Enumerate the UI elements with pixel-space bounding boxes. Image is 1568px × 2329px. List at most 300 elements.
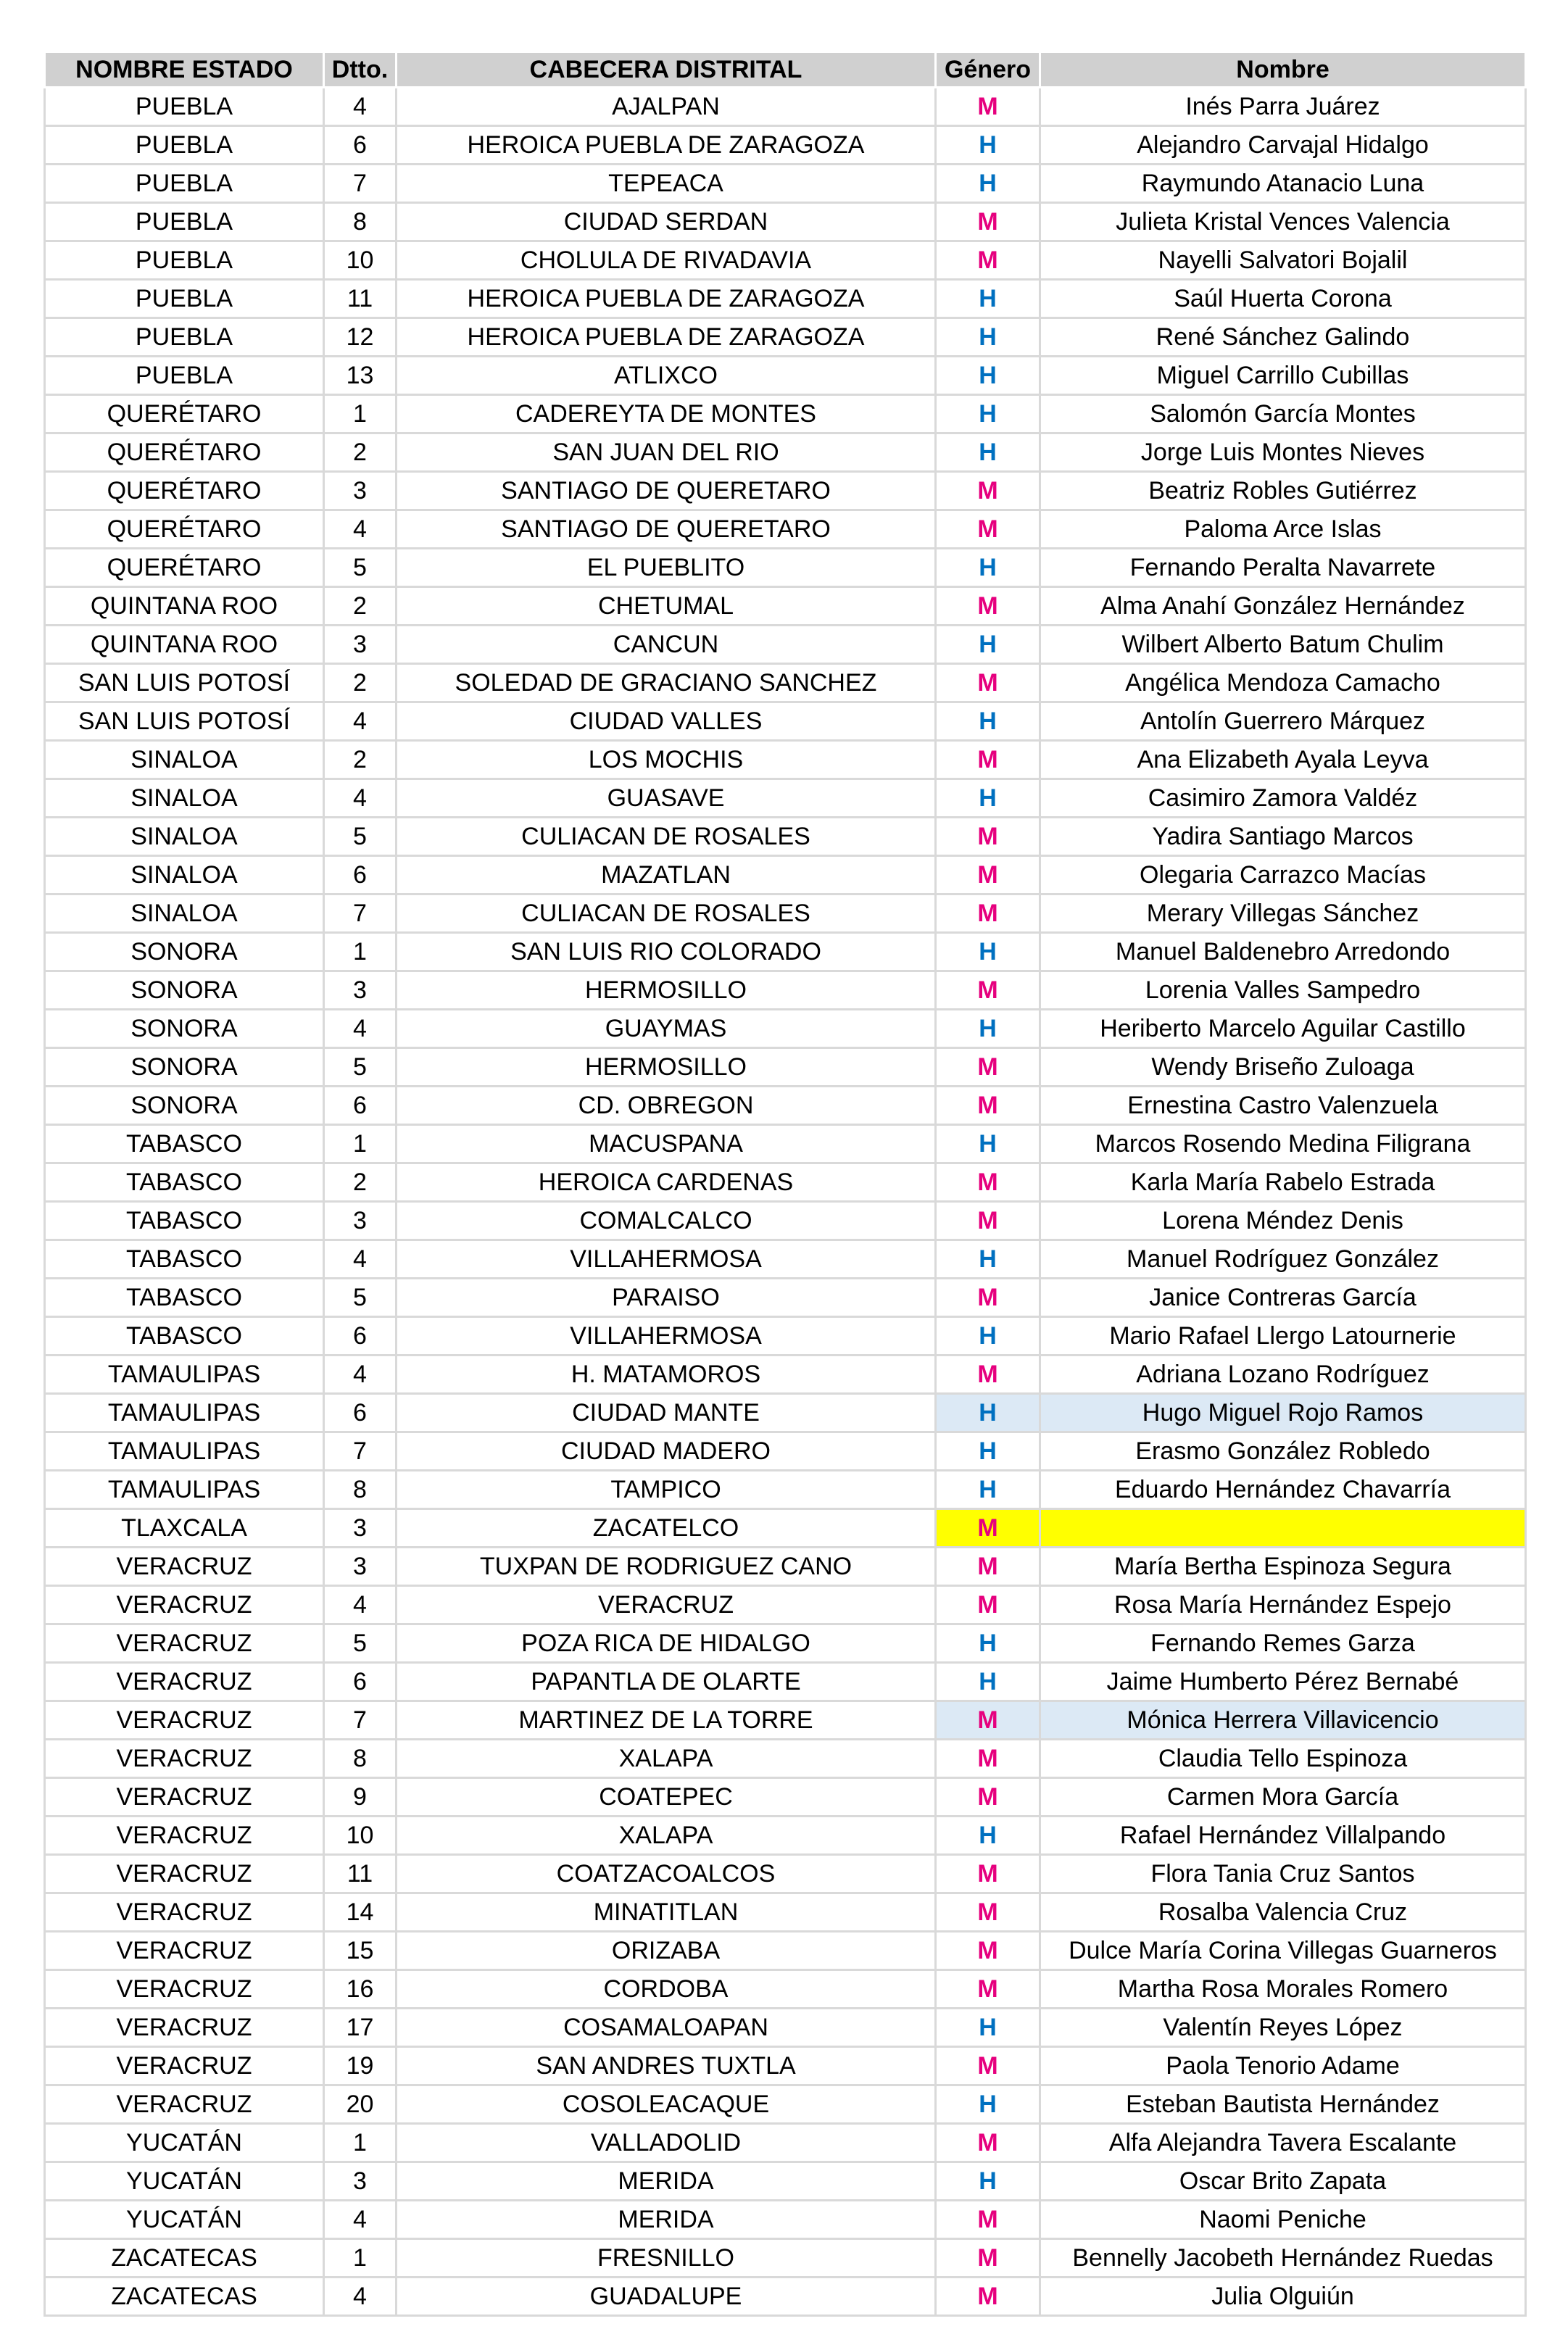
cell-estado[interactable]: SINALOA [45,779,324,818]
cell-nombre[interactable] [1040,1509,1526,1548]
cell-genero[interactable]: M [936,1855,1040,1893]
cell-cabecera[interactable]: PARAISO [397,1279,936,1317]
cell-nombre[interactable]: Paloma Arce Islas [1040,510,1526,549]
cell-nombre[interactable]: Marcos Rosendo Medina Filigrana [1040,1125,1526,1163]
cell-dtto[interactable]: 4 [324,1240,397,1279]
cell-genero[interactable]: M [936,1548,1040,1586]
cell-estado[interactable]: VERACRUZ [45,1855,324,1893]
cell-nombre[interactable]: Inés Parra Juárez [1040,88,1526,126]
cell-estado[interactable]: VERACRUZ [45,2047,324,2085]
cell-estado[interactable]: TABASCO [45,1163,324,1202]
cell-nombre[interactable]: Nayelli Salvatori Bojalil [1040,241,1526,280]
cell-dtto[interactable]: 2 [324,741,397,779]
cell-genero[interactable]: M [936,894,1040,933]
cell-genero[interactable]: H [936,1663,1040,1701]
cell-genero[interactable]: H [936,549,1040,587]
cell-cabecera[interactable]: LOS MOCHIS [397,741,936,779]
cell-estado[interactable]: TAMAULIPAS [45,1432,324,1471]
cell-cabecera[interactable]: HERMOSILLO [397,971,936,1010]
cell-genero[interactable]: M [936,1048,1040,1087]
cell-dtto[interactable]: 1 [324,395,397,433]
cell-dtto[interactable]: 1 [324,2239,397,2278]
cell-dtto[interactable]: 9 [324,1778,397,1817]
cell-estado[interactable]: PUEBLA [45,126,324,165]
cell-estado[interactable]: VERACRUZ [45,1817,324,1855]
cell-estado[interactable]: PUEBLA [45,88,324,126]
cell-dtto[interactable]: 6 [324,1394,397,1432]
cell-nombre[interactable]: Salomón García Montes [1040,395,1526,433]
cell-dtto[interactable]: 8 [324,203,397,241]
cell-dtto[interactable]: 6 [324,1087,397,1125]
cell-genero[interactable]: M [936,88,1040,126]
cell-genero[interactable]: M [936,856,1040,894]
cell-dtto[interactable]: 5 [324,818,397,856]
cell-dtto[interactable]: 4 [324,1586,397,1624]
cell-dtto[interactable]: 3 [324,2162,397,2201]
cell-genero[interactable]: M [936,472,1040,510]
cell-dtto[interactable]: 14 [324,1893,397,1932]
cell-dtto[interactable]: 11 [324,280,397,318]
cell-genero[interactable]: M [936,2201,1040,2239]
cell-nombre[interactable]: Jaime Humberto Pérez Bernabé [1040,1663,1526,1701]
cell-genero[interactable]: M [936,241,1040,280]
cell-dtto[interactable]: 4 [324,88,397,126]
cell-genero[interactable]: H [936,165,1040,203]
cell-estado[interactable]: PUEBLA [45,165,324,203]
cell-genero[interactable]: H [936,626,1040,664]
table-row [45,894,1526,933]
cell-nombre[interactable]: Casimiro Zamora Valdéz [1040,779,1526,818]
cell-cabecera[interactable]: SAN ANDRES TUXTLA [397,2047,936,2085]
cell-dtto[interactable]: 5 [324,1048,397,1087]
cell-genero[interactable]: M [936,1279,1040,1317]
header-dtto[interactable]: Dtto. [324,52,397,88]
cell-nombre[interactable]: Esteban Bautista Hernández [1040,2085,1526,2124]
cell-cabecera[interactable]: SAN LUIS RIO COLORADO [397,933,936,971]
cell-nombre[interactable]: Julia Olguiún [1040,2278,1526,2316]
cell-cabecera[interactable]: PAPANTLA DE OLARTE [397,1663,936,1701]
cell-dtto[interactable]: 4 [324,2278,397,2316]
cell-genero[interactable]: M [936,1740,1040,1778]
cell-nombre[interactable]: Manuel Rodríguez González [1040,1240,1526,1279]
cell-nombre[interactable]: Rosa María Hernández Espejo [1040,1586,1526,1624]
cell-estado[interactable]: QUERÉTARO [45,510,324,549]
cell-dtto[interactable]: 12 [324,318,397,357]
cell-nombre[interactable]: Raymundo Atanacio Luna [1040,165,1526,203]
cell-estado[interactable]: YUCATÁN [45,2124,324,2162]
cell-genero[interactable]: H [936,395,1040,433]
cell-dtto[interactable]: 4 [324,779,397,818]
cell-dtto[interactable]: 15 [324,1932,397,1970]
cell-genero[interactable]: M [936,1701,1040,1740]
cell-nombre[interactable]: Fernando Peralta Navarrete [1040,549,1526,587]
cell-estado[interactable]: SAN LUIS POTOSÍ [45,702,324,741]
cell-nombre[interactable]: Wilbert Alberto Batum Chulim [1040,626,1526,664]
cell-dtto[interactable]: 3 [324,472,397,510]
cell-cabecera[interactable]: COATZACOALCOS [397,1855,936,1893]
cell-cabecera[interactable]: MINATITLAN [397,1893,936,1932]
cell-nombre[interactable]: Beatriz Robles Gutiérrez [1040,472,1526,510]
cell-cabecera[interactable]: HEROICA PUEBLA DE ZARAGOZA [397,280,936,318]
cell-cabecera[interactable]: VILLAHERMOSA [397,1317,936,1356]
cell-nombre[interactable]: Hugo Miguel Rojo Ramos [1040,1394,1526,1432]
cell-estado[interactable]: SONORA [45,933,324,971]
cell-nombre[interactable]: Carmen Mora García [1040,1778,1526,1817]
cell-genero[interactable]: M [936,1509,1040,1548]
cell-estado[interactable]: YUCATÁN [45,2201,324,2239]
cell-cabecera[interactable]: HEROICA PUEBLA DE ZARAGOZA [397,126,936,165]
cell-cabecera[interactable]: CIUDAD VALLES [397,702,936,741]
cell-estado[interactable]: VERACRUZ [45,1778,324,1817]
cell-genero[interactable]: M [936,1202,1040,1240]
table-row [45,587,1526,626]
cell-genero[interactable]: H [936,2162,1040,2201]
cell-cabecera[interactable]: AJALPAN [397,88,936,126]
cell-dtto[interactable]: 11 [324,1855,397,1893]
cell-genero[interactable]: M [936,1087,1040,1125]
cell-cabecera[interactable]: SANTIAGO DE QUERETARO [397,510,936,549]
cell-cabecera[interactable]: CULIACAN DE ROSALES [397,894,936,933]
cell-cabecera[interactable]: ZACATELCO [397,1509,936,1548]
cell-dtto[interactable]: 16 [324,1970,397,2009]
cell-nombre[interactable]: Olegaria Carrazco Macías [1040,856,1526,894]
cell-genero[interactable]: H [936,933,1040,971]
cell-dtto[interactable]: 2 [324,587,397,626]
cell-cabecera[interactable]: COSAMALOAPAN [397,2009,936,2047]
cell-estado[interactable]: SINALOA [45,818,324,856]
cell-cabecera[interactable]: HEROICA CARDENAS [397,1163,936,1202]
cell-dtto[interactable]: 3 [324,1548,397,1586]
cell-nombre[interactable]: Naomi Peniche [1040,2201,1526,2239]
cell-estado[interactable]: ZACATECAS [45,2239,324,2278]
cell-estado[interactable]: PUEBLA [45,280,324,318]
cell-genero[interactable]: H [936,1471,1040,1509]
cell-dtto[interactable]: 2 [324,1163,397,1202]
cell-dtto[interactable]: 5 [324,549,397,587]
cell-estado[interactable]: TLAXCALA [45,1509,324,1548]
cell-estado[interactable]: VERACRUZ [45,1740,324,1778]
cell-genero[interactable]: M [936,741,1040,779]
cell-nombre[interactable]: Bennelly Jacobeth Hernández Ruedas [1040,2239,1526,2278]
cell-nombre[interactable]: Dulce María Corina Villegas Guarneros [1040,1932,1526,1970]
cell-genero[interactable]: H [936,126,1040,165]
cell-dtto[interactable]: 5 [324,1624,397,1663]
cell-estado[interactable]: QUINTANA ROO [45,626,324,664]
cell-cabecera[interactable]: COSOLEACAQUE [397,2085,936,2124]
cell-genero[interactable]: H [936,1624,1040,1663]
cell-estado[interactable]: QUERÉTARO [45,549,324,587]
cell-nombre[interactable]: Ana Elizabeth Ayala Leyva [1040,741,1526,779]
cell-nombre[interactable]: Alejandro Carvajal Hidalgo [1040,126,1526,165]
cell-dtto[interactable]: 6 [324,126,397,165]
cell-genero[interactable]: M [936,2047,1040,2085]
cell-estado[interactable]: TABASCO [45,1240,324,1279]
cell-dtto[interactable]: 10 [324,241,397,280]
cell-genero[interactable]: H [936,357,1040,395]
cell-estado[interactable]: TAMAULIPAS [45,1356,324,1394]
cell-cabecera[interactable]: ORIZABA [397,1932,936,1970]
cell-dtto[interactable]: 1 [324,1125,397,1163]
cell-genero[interactable]: H [936,280,1040,318]
cell-dtto[interactable]: 4 [324,1356,397,1394]
cell-estado[interactable]: VERACRUZ [45,1624,324,1663]
cell-dtto[interactable]: 8 [324,1471,397,1509]
cell-genero[interactable]: H [936,1010,1040,1048]
cell-nombre[interactable]: Adriana Lozano Rodríguez [1040,1356,1526,1394]
cell-estado[interactable]: VERACRUZ [45,1548,324,1586]
cell-cabecera[interactable]: MAZATLAN [397,856,936,894]
cell-cabecera[interactable]: ATLIXCO [397,357,936,395]
cell-genero[interactable]: M [936,2278,1040,2316]
cell-cabecera[interactable]: EL PUEBLITO [397,549,936,587]
header-genero[interactable]: Género [936,52,1040,88]
cell-nombre[interactable]: Oscar Brito Zapata [1040,2162,1526,2201]
cell-nombre[interactable]: Janice Contreras García [1040,1279,1526,1317]
cell-dtto[interactable]: 17 [324,2009,397,2047]
cell-dtto[interactable]: 3 [324,626,397,664]
cell-dtto[interactable]: 2 [324,664,397,702]
cell-cabecera[interactable]: SAN JUAN DEL RIO [397,433,936,472]
cell-genero[interactable]: H [936,1317,1040,1356]
cell-genero[interactable]: H [936,1432,1040,1471]
cell-genero[interactable]: M [936,1356,1040,1394]
table-row [45,395,1526,433]
cell-dtto[interactable]: 4 [324,510,397,549]
cell-nombre[interactable]: Mario Rafael Llergo Latournerie [1040,1317,1526,1356]
cell-cabecera[interactable]: TUXPAN DE RODRIGUEZ CANO [397,1548,936,1586]
cell-estado[interactable]: SAN LUIS POTOSÍ [45,664,324,702]
cell-genero[interactable]: M [936,2239,1040,2278]
cell-estado[interactable]: SONORA [45,1010,324,1048]
cell-estado[interactable]: PUEBLA [45,318,324,357]
cell-genero[interactable]: H [936,1394,1040,1432]
cell-dtto[interactable]: 4 [324,2201,397,2239]
cell-cabecera[interactable]: MARTINEZ DE LA TORRE [397,1701,936,1740]
cell-dtto[interactable]: 3 [324,1202,397,1240]
cell-cabecera[interactable]: HERMOSILLO [397,1048,936,1087]
cell-nombre[interactable]: Lorenia Valles Sampedro [1040,971,1526,1010]
cell-estado[interactable]: QUINTANA ROO [45,587,324,626]
cell-genero[interactable]: M [936,2124,1040,2162]
cell-genero[interactable]: M [936,818,1040,856]
cell-estado[interactable]: SONORA [45,1087,324,1125]
cell-nombre[interactable]: Flora Tania Cruz Santos [1040,1855,1526,1893]
cell-estado[interactable]: TABASCO [45,1279,324,1317]
cell-nombre[interactable]: Heriberto Marcelo Aguilar Castillo [1040,1010,1526,1048]
cell-genero[interactable]: H [936,433,1040,472]
cell-estado[interactable]: SINALOA [45,894,324,933]
cell-estado[interactable]: VERACRUZ [45,2085,324,2124]
cell-estado[interactable]: SONORA [45,1048,324,1087]
cell-cabecera[interactable]: VALLADOLID [397,2124,936,2162]
cell-cabecera[interactable]: VILLAHERMOSA [397,1240,936,1279]
cell-genero[interactable]: H [936,2009,1040,2047]
cell-cabecera[interactable]: CIUDAD MADERO [397,1432,936,1471]
cell-cabecera[interactable]: MERIDA [397,2201,936,2239]
cell-nombre[interactable]: Rosalba Valencia Cruz [1040,1893,1526,1932]
cell-cabecera[interactable]: COATEPEC [397,1778,936,1817]
cell-cabecera[interactable]: XALAPA [397,1817,936,1855]
cell-dtto[interactable]: 6 [324,1663,397,1701]
cell-estado[interactable]: SINALOA [45,741,324,779]
cell-cabecera[interactable]: CULIACAN DE ROSALES [397,818,936,856]
cell-estado[interactable]: VERACRUZ [45,1586,324,1624]
cell-estado[interactable]: TABASCO [45,1317,324,1356]
cell-nombre[interactable]: Mónica Herrera Villavicencio [1040,1701,1526,1740]
cell-nombre[interactable]: Fernando Remes Garza [1040,1624,1526,1663]
cell-dtto[interactable]: 5 [324,1279,397,1317]
cell-cabecera[interactable]: CIUDAD MANTE [397,1394,936,1432]
cell-nombre[interactable]: Antolín Guerrero Márquez [1040,702,1526,741]
cell-estado[interactable]: TAMAULIPAS [45,1394,324,1432]
cell-genero[interactable]: H [936,1125,1040,1163]
cell-nombre[interactable]: Miguel Carrillo Cubillas [1040,357,1526,395]
cell-estado[interactable]: VERACRUZ [45,1663,324,1701]
table-row [45,933,1526,971]
cell-nombre[interactable]: Julieta Kristal Vences Valencia [1040,203,1526,241]
cell-cabecera[interactable]: XALAPA [397,1740,936,1778]
cell-dtto[interactable]: 1 [324,2124,397,2162]
cell-dtto[interactable]: 7 [324,894,397,933]
cell-genero[interactable]: H [936,702,1040,741]
cell-nombre[interactable]: Martha Rosa Morales Romero [1040,1970,1526,2009]
cell-genero[interactable]: M [936,1163,1040,1202]
cell-estado[interactable]: VERACRUZ [45,1932,324,1970]
cell-estado[interactable]: QUERÉTARO [45,395,324,433]
cell-nombre[interactable]: Rafael Hernández Villalpando [1040,1817,1526,1855]
cell-nombre[interactable]: Saúl Huerta Corona [1040,280,1526,318]
cell-cabecera[interactable]: POZA RICA DE HIDALGO [397,1624,936,1663]
cell-genero[interactable]: H [936,1240,1040,1279]
cell-genero[interactable]: H [936,1817,1040,1855]
table-row [45,1740,1526,1778]
cell-dtto[interactable]: 7 [324,1432,397,1471]
cell-cabecera[interactable]: TEPEACA [397,165,936,203]
cell-estado[interactable]: SONORA [45,971,324,1010]
cell-cabecera[interactable]: MERIDA [397,2162,936,2201]
cell-estado[interactable]: ZACATECAS [45,2278,324,2316]
cell-estado[interactable]: TAMAULIPAS [45,1471,324,1509]
cell-nombre[interactable]: Merary Villegas Sánchez [1040,894,1526,933]
cell-dtto[interactable]: 6 [324,856,397,894]
cell-estado[interactable]: QUERÉTARO [45,433,324,472]
cell-nombre[interactable]: Karla María Rabelo Estrada [1040,1163,1526,1202]
cell-cabecera[interactable]: FRESNILLO [397,2239,936,2278]
cell-estado[interactable]: PUEBLA [45,241,324,280]
cell-dtto[interactable]: 4 [324,702,397,741]
cell-nombre[interactable]: Lorena Méndez Denis [1040,1202,1526,1240]
cell-estado[interactable]: TABASCO [45,1125,324,1163]
cell-genero[interactable]: M [936,587,1040,626]
cell-nombre[interactable]: Jorge Luis Montes Nieves [1040,433,1526,472]
header-cabecera[interactable]: CABECERA DISTRITAL [397,52,936,88]
cell-genero[interactable]: M [936,1893,1040,1932]
cell-nombre[interactable]: Paola Tenorio Adame [1040,2047,1526,2085]
cell-estado[interactable]: PUEBLA [45,357,324,395]
cell-dtto[interactable]: 10 [324,1817,397,1855]
cell-nombre[interactable]: Claudia Tello Espinoza [1040,1740,1526,1778]
cell-nombre[interactable]: Angélica Mendoza Camacho [1040,664,1526,702]
cell-cabecera[interactable]: CD. OBREGON [397,1087,936,1125]
cell-genero[interactable]: H [936,2085,1040,2124]
cell-estado[interactable]: VERACRUZ [45,1970,324,2009]
cell-estado[interactable]: PUEBLA [45,203,324,241]
cell-nombre[interactable]: Yadira Santiago Marcos [1040,818,1526,856]
cell-dtto[interactable]: 20 [324,2085,397,2124]
cell-genero[interactable]: M [936,203,1040,241]
cell-nombre[interactable]: Alfa Alejandra Tavera Escalante [1040,2124,1526,2162]
cell-dtto[interactable]: 8 [324,1740,397,1778]
cell-estado[interactable]: VERACRUZ [45,1701,324,1740]
cell-nombre[interactable]: René Sánchez Galindo [1040,318,1526,357]
cell-cabecera[interactable]: CHOLULA DE RIVADAVIA [397,241,936,280]
cell-dtto[interactable]: 3 [324,971,397,1010]
cell-estado[interactable]: YUCATÁN [45,2162,324,2201]
cell-dtto[interactable]: 6 [324,1317,397,1356]
cell-cabecera[interactable]: VERACRUZ [397,1586,936,1624]
cell-genero[interactable]: M [936,1778,1040,1817]
cell-cabecera[interactable]: SOLEDAD DE GRACIANO SANCHEZ [397,664,936,702]
cell-cabecera[interactable]: CORDOBA [397,1970,936,2009]
cell-genero[interactable]: M [936,971,1040,1010]
cell-estado[interactable]: QUERÉTARO [45,472,324,510]
cell-genero[interactable]: H [936,779,1040,818]
cell-genero[interactable]: M [936,1586,1040,1624]
cell-estado[interactable]: VERACRUZ [45,2009,324,2047]
cell-cabecera[interactable]: SANTIAGO DE QUERETARO [397,472,936,510]
cell-genero[interactable]: M [936,664,1040,702]
cell-dtto[interactable]: 19 [324,2047,397,2085]
cell-estado[interactable]: TABASCO [45,1202,324,1240]
cell-nombre[interactable]: Valentín Reyes López [1040,2009,1526,2047]
cell-cabecera[interactable]: MACUSPANA [397,1125,936,1163]
cell-cabecera[interactable]: CADEREYTA DE MONTES [397,395,936,433]
cell-dtto[interactable]: 13 [324,357,397,395]
cell-cabecera[interactable]: HEROICA PUEBLA DE ZARAGOZA [397,318,936,357]
cell-estado[interactable]: SINALOA [45,856,324,894]
cell-nombre[interactable]: María Bertha Espinoza Segura [1040,1548,1526,1586]
cell-cabecera[interactable]: GUADALUPE [397,2278,936,2316]
header-nombre[interactable]: Nombre [1040,52,1526,88]
cell-dtto[interactable]: 3 [324,1509,397,1548]
cell-nombre[interactable]: Wendy Briseño Zuloaga [1040,1048,1526,1087]
cell-dtto[interactable]: 7 [324,165,397,203]
cell-genero[interactable]: M [936,1970,1040,2009]
cell-estado[interactable]: VERACRUZ [45,1893,324,1932]
cell-dtto[interactable]: 1 [324,933,397,971]
cell-cabecera[interactable]: COMALCALCO [397,1202,936,1240]
cell-genero[interactable]: H [936,318,1040,357]
cell-cabecera[interactable]: CANCUN [397,626,936,664]
cell-dtto[interactable]: 2 [324,433,397,472]
cell-nombre[interactable]: Ernestina Castro Valenzuela [1040,1087,1526,1125]
cell-cabecera[interactable]: CIUDAD SERDAN [397,203,936,241]
cell-cabecera[interactable]: TAMPICO [397,1471,936,1509]
cell-nombre[interactable]: Erasmo González Robledo [1040,1432,1526,1471]
header-estado[interactable]: NOMBRE ESTADO [45,52,324,88]
cell-nombre[interactable]: Alma Anahí González Hernández [1040,587,1526,626]
cell-cabecera[interactable]: H. MATAMOROS [397,1356,936,1394]
cell-nombre[interactable]: Manuel Baldenebro Arredondo [1040,933,1526,971]
cell-cabecera[interactable]: GUASAVE [397,779,936,818]
cell-genero[interactable]: M [936,510,1040,549]
cell-genero[interactable]: M [936,1932,1040,1970]
cell-nombre[interactable]: Eduardo Hernández Chavarría [1040,1471,1526,1509]
cell-cabecera[interactable]: GUAYMAS [397,1010,936,1048]
cell-dtto[interactable]: 7 [324,1701,397,1740]
cell-cabecera[interactable]: CHETUMAL [397,587,936,626]
cell-dtto[interactable]: 4 [324,1010,397,1048]
